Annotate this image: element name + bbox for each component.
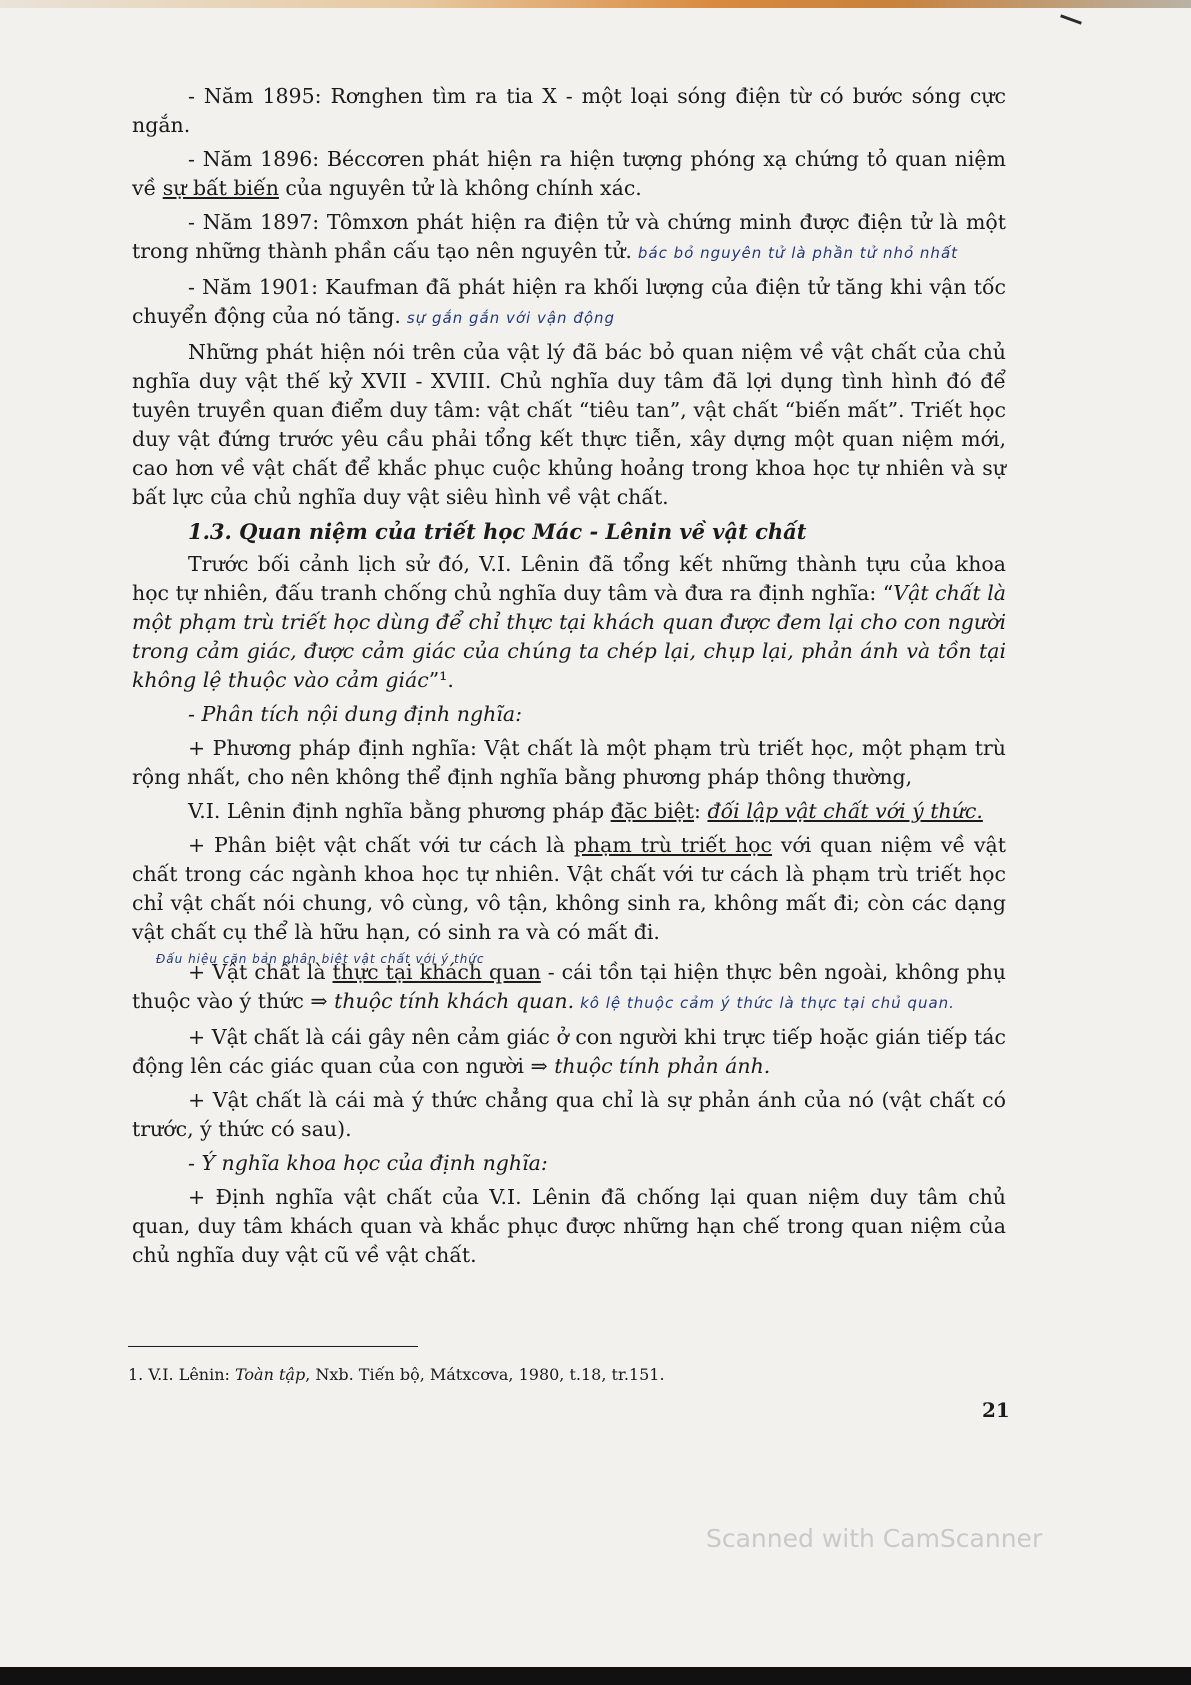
corner-pen-mark bbox=[1060, 14, 1082, 24]
paragraph-significance-title bbox=[132, 1149, 1006, 1178]
paragraph-text: Những phát hiện nói trên của vật lý đã bác bỏ quan niệm về vật chất của chủ nghĩa duy vật thế kỷ XVII - XVIII. Chủ nghĩa duy tâm đã lợi dụng tình hình đó để tuyên truyền quan điểm duy tâm: vật chất “tiêu tan”, vật chất “biến mất”. Triết học duy vật đứng trước yêu cầu phải tổng kết thực tiễn, xây dựng một quan niệm mới, cao hơn về vật chất để khắc phục cuộc khủng hoảng trong khoa học tự nhiên và sự bất lực của chủ nghĩa duy vật siêu hình về vật chất. bbox=[132, 340, 1006, 509]
paragraph-text: - Năm 1895: Rơnghen tìm ra tia X - một loại sóng điện từ có bước sóng cực ngắn. bbox=[132, 84, 1006, 137]
underlined-text: sự bất biến bbox=[162, 176, 279, 200]
paragraph-1897 bbox=[132, 208, 1006, 268]
paragraph-text: + Vật chất là bbox=[188, 960, 333, 984]
underlined-italic-text: đối lập vật chất với ý thức. bbox=[707, 799, 983, 823]
paragraph-analysis-title bbox=[132, 700, 1006, 729]
paragraph-text: + Định nghĩa vật chất của V.I. Lênin đã chống lại quan niệm duy tâm chủ quan, duy tâm khách quan và khắc phục được những hạn chế trong quan niệm của chủ nghĩa duy vật cũ về vật chất. bbox=[132, 1185, 1006, 1267]
paragraph-1896 bbox=[132, 145, 1006, 203]
paragraph-summary bbox=[132, 338, 1006, 512]
page-number: 21 bbox=[982, 1398, 1010, 1422]
handwritten-note: kô lệ thuộc cảm ý thức là thực tại chủ quan. bbox=[580, 994, 955, 1012]
paragraph-text: của nguyên tử là không chính xác. bbox=[278, 176, 642, 200]
paragraph-text: V.I. Lênin định nghĩa bằng phương pháp bbox=[188, 799, 611, 823]
paragraph-text: + Vật chất là cái gây nên cảm giác ở con người khi trực tiếp hoặc gián tiếp tác động lên các giác quan của con người ⇒ bbox=[132, 1025, 1006, 1078]
paragraph-1895 bbox=[132, 82, 1006, 140]
section-heading: 1.3. Quan niệm của triết học Mác - Lênin về vật chất bbox=[188, 519, 807, 544]
footnote-ref: ”¹. bbox=[428, 668, 454, 692]
top-color-strip bbox=[0, 0, 1191, 8]
paragraph-text: - Ý nghĩa khoa học của định nghĩa: bbox=[188, 1151, 548, 1175]
paragraph-1901 bbox=[132, 273, 1006, 333]
paragraph-text: với quan niệm về vật chất trong các ngành khoa học tự nhiên. Vật chất với tư cách là phạm trù triết học chỉ vật chất nói chung, vô cùng, vô tận, không sinh ra, không mất đi; còn các dạng vật chất cụ thể là hữu hạn, có sinh ra và có mất đi. bbox=[132, 833, 1006, 944]
paragraph-text: - Năm 1896: Béccơren phát hiện ra hiện tượng phóng xạ chứng tỏ quan niệm về bbox=[132, 147, 1006, 200]
definition-quote: Vật chất là một phạm trù triết học dùng để chỉ thực tại khách quan được đem lại cho con người trong cảm giác, được cảm giác của chúng ta chép lại, chụp lại, phản ánh và tồn tại không lệ thuộc vào cảm giác bbox=[132, 581, 1006, 692]
footnote-text: , Nxb. Tiến bộ, Mátxcơva, 1980, t.18, tr.151. bbox=[305, 1365, 665, 1384]
paragraph-text: + Vật chất là cái mà ý thức chẳng qua chỉ là sự phản ánh của nó (vật chất có trước, ý thức có sau). bbox=[132, 1088, 1006, 1141]
document-page bbox=[132, 82, 1006, 1275]
bottom-scan-edge bbox=[0, 1667, 1191, 1685]
paragraph-text: - Năm 1897: Tômxơn phát hiện ra điện tử và chứng minh được điện tử là một trong những thành phần cấu tạo nên nguyên tử. bbox=[132, 210, 1006, 263]
paragraph-text: - Năm 1901: Kaufman đã phát hiện ra khối lượng của điện tử tăng khi vận tốc chuyển động của nó tăng. bbox=[132, 275, 1006, 328]
paragraph-sensation bbox=[132, 1023, 1006, 1081]
underlined-text: thực tại khách quan bbox=[332, 960, 541, 984]
underlined-text: phạm trù triết học bbox=[573, 833, 773, 857]
paragraph-text: + Phương pháp định nghĩa: Vật chất là một phạm trù triết học, một phạm trù rộng nhất, cho nên không thể định nghĩa bằng phương pháp thông thường, bbox=[132, 736, 1006, 789]
italic-text: thuộc tính khách quan. bbox=[334, 989, 575, 1013]
paragraph-method bbox=[132, 734, 1006, 792]
paragraph-special-method bbox=[132, 797, 1006, 826]
footnote-text: 1. V.I. Lênin: bbox=[128, 1365, 235, 1384]
paragraph-text: - Phân tích nội dung định nghĩa: bbox=[188, 702, 522, 726]
paragraph-text: - cái tồn tại hiện thực bên ngoài, không phụ thuộc vào ý thức ⇒ bbox=[132, 960, 1006, 1013]
paragraph-objective-reality bbox=[132, 958, 1006, 1018]
footnote-title: Toàn tập bbox=[234, 1365, 306, 1384]
handwritten-note: sự gắn gắn với vận động bbox=[406, 309, 616, 327]
paragraph-distinguish bbox=[132, 831, 1006, 947]
footnote-divider bbox=[128, 1346, 418, 1347]
scanner-watermark: Scanned with CamScanner bbox=[706, 1524, 1043, 1553]
footnote bbox=[128, 1364, 1008, 1386]
paragraph-text: : bbox=[694, 799, 708, 823]
paragraph-text: Trước bối cảnh lịch sử đó, V.I. Lênin đã tổng kết những thành tựu của khoa học tự nhiên, đấu tranh chống chủ nghĩa duy tâm và đưa ra định nghĩa: “ bbox=[132, 552, 1006, 605]
handwritten-note: bác bỏ nguyên tử là phần tử nhỏ nhất bbox=[637, 244, 959, 262]
italic-text: thuộc tính phản ánh. bbox=[554, 1054, 771, 1078]
handwritten-note: Đấu hiệu căn bản phân biệt vật chất với ý thức bbox=[156, 952, 485, 966]
paragraph-reflection bbox=[132, 1086, 1006, 1144]
paragraph-text: + Phân biệt vật chất với tư cách là bbox=[188, 833, 574, 857]
paragraph-definition bbox=[132, 550, 1006, 695]
underlined-text: đặc biệt bbox=[610, 799, 695, 823]
paragraph-significance bbox=[132, 1183, 1006, 1270]
